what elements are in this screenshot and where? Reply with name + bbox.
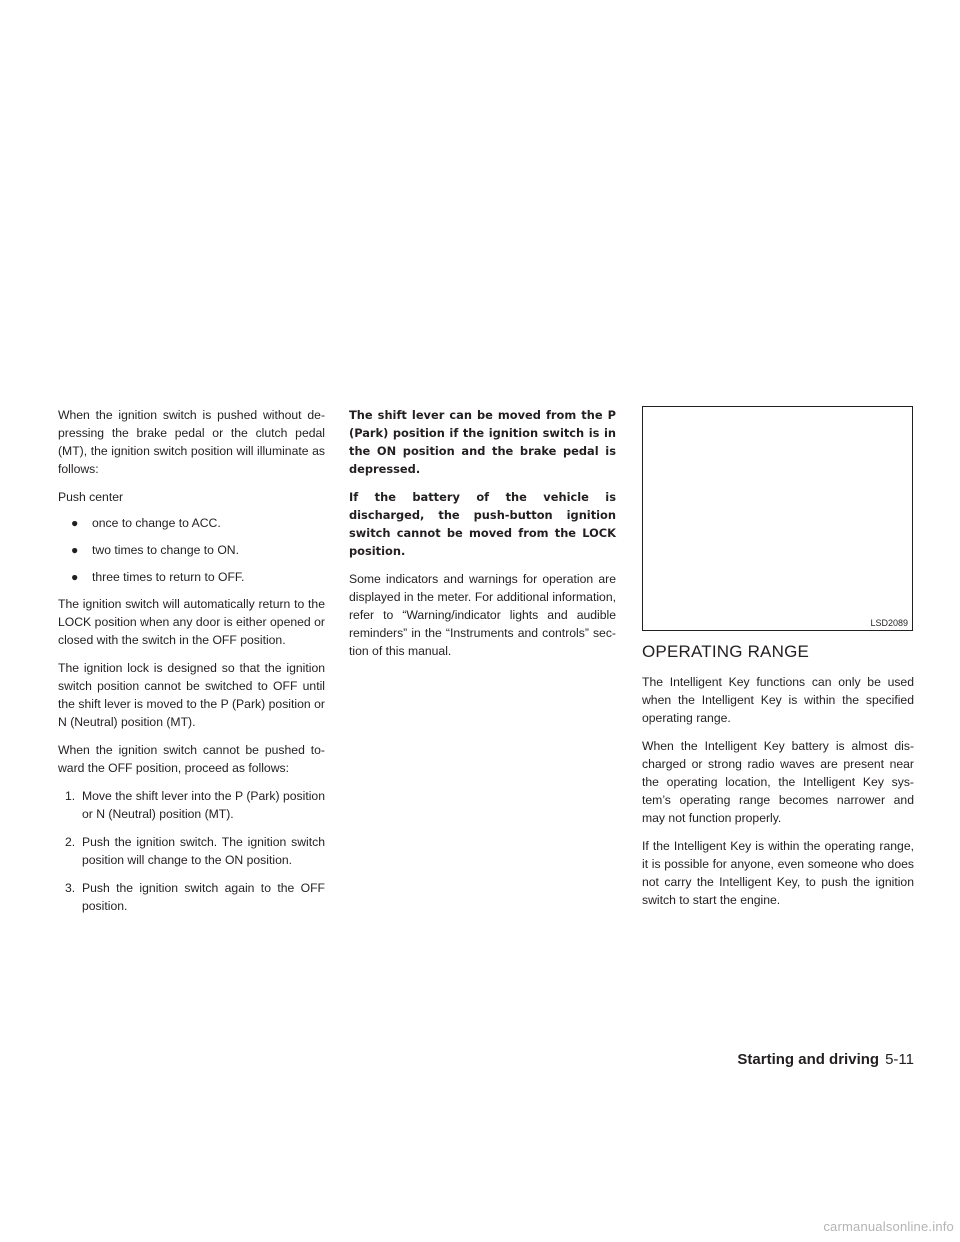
auto-return-paragraph: The ignition switch will automatically return to the LOCK position when any door is either opened or closed with the switch in the OFF position.	[58, 597, 325, 647]
list-item: ● two times to change to ON.	[71, 543, 239, 557]
push-center-label: Push center	[58, 490, 124, 504]
figure-code: LSD2089	[870, 618, 908, 628]
lock-design-paragraph: The ignition lock is designed so that the ignition switch position cannot be switched to OFF until the shift lever is moved to the P (Park) position or N (Neutral) position (MT).	[58, 661, 325, 729]
left-column	[58, 406, 325, 925]
page-number: 5-11	[885, 1051, 914, 1068]
range-paragraph-1: The Intelligent Key functions can only be used when the Intelligent Key is within the specified operating range.	[642, 675, 914, 725]
section-heading: OPERATING RANGE	[642, 642, 810, 661]
push-count-list	[58, 514, 325, 586]
procedure-steps	[58, 787, 325, 915]
shift-lever-note: The shift lever can be moved from the P (Park) position if the ignition switch is in the ON position and the brake pedal is depressed.	[349, 408, 616, 476]
step-item: 1. Move the shift lever into the P (Park) position or N (Neutral) position (MT).	[65, 789, 325, 821]
cannot-push-paragraph: When the ignition switch cannot be pushed to-ward the OFF position, proceed as follows:	[58, 743, 325, 775]
range-paragraph-3: If the Intelligent Key is within the operating range, it is possible for anyone, even someone who does not carry the Intelligent Key, to push the ignition switch to start the engine.	[642, 839, 914, 907]
bullet-icon: ●	[71, 570, 79, 584]
list-item: ● once to change to ACC.	[71, 516, 221, 530]
watermark: carmanualsonline.info	[823, 1219, 954, 1234]
right-column	[642, 406, 914, 919]
bullet-icon: ●	[71, 543, 79, 557]
range-paragraph-2: When the Intelligent Key battery is almost dis-charged or strong radio waves are present near the operating location, the Intelligent Key sys-tem’s operating range becomes narrower and may not function properly.	[642, 739, 914, 825]
intro-paragraph: When the ignition switch is pushed without de-pressing the brake pedal or the clutch pedal (MT), the ignition switch position will illuminate as follows:	[58, 408, 325, 476]
step-item: 2. Push the ignition switch. The ignition switch position will change to the ON position.	[65, 835, 325, 867]
figure-frame	[642, 406, 913, 631]
step-item: 3. Push the ignition switch again to the OFF position.	[65, 881, 325, 913]
list-item: ● three times to return to OFF.	[71, 570, 245, 584]
middle-column	[349, 406, 616, 670]
page-footer	[737, 1050, 914, 1070]
battery-note: If the battery of the vehicle is discharged, the push-button ignition switch cannot be moved from the LOCK position.	[349, 490, 616, 558]
bullet-icon: ●	[71, 516, 79, 530]
section-title: Starting and driving	[737, 1051, 880, 1068]
indicators-paragraph: Some indicators and warnings for operation are displayed in the meter. For additional information, refer to “Warning/indicator lights and audible reminders” in the “Instruments and controls” sec-tion of this manual.	[349, 572, 616, 658]
